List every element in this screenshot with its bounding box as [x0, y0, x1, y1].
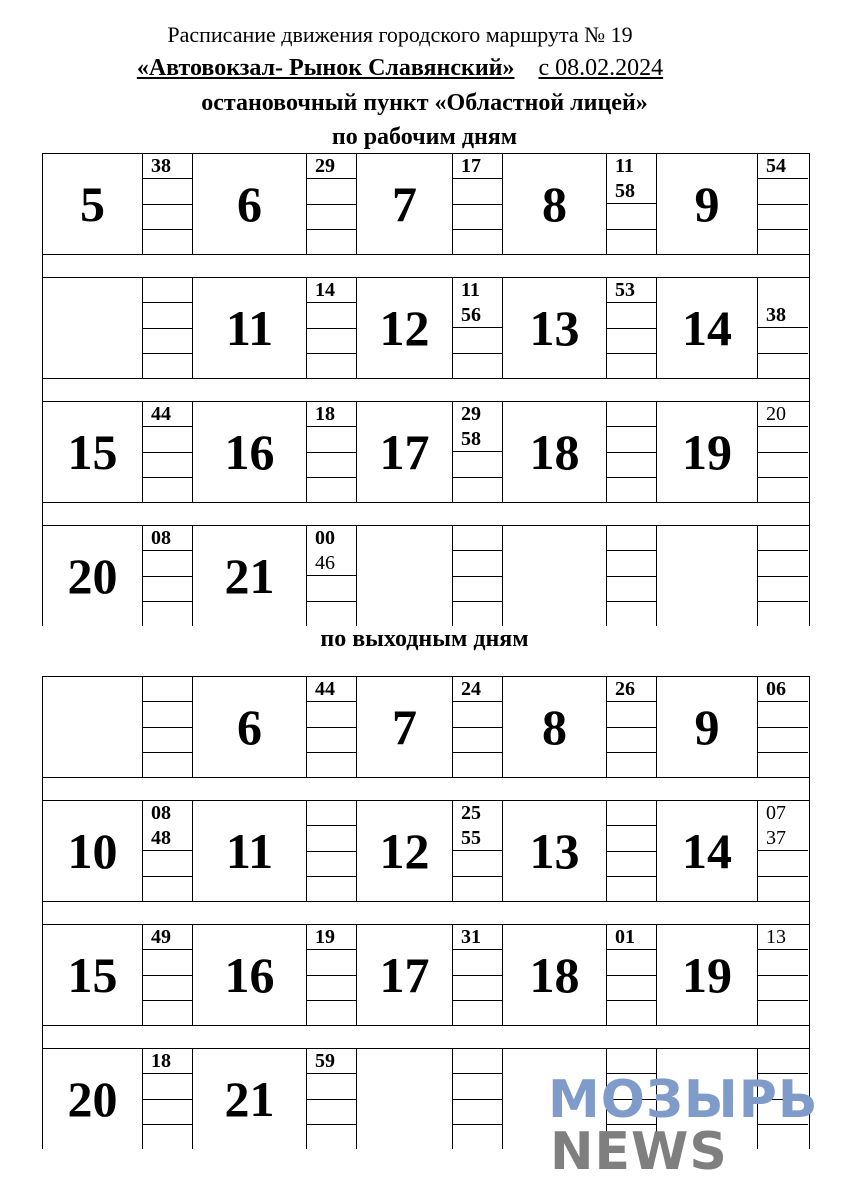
minute-slot [307, 602, 356, 627]
minutes-column [453, 278, 503, 378]
hour-cell: 15 [43, 925, 143, 1025]
stop-name: остановочный пункт «Областной лицей» [201, 90, 648, 116]
minute-slot: 18 [307, 402, 356, 427]
minute-slot [143, 753, 192, 777]
hour-cell: 9 [657, 154, 758, 254]
minute-slot [453, 1074, 502, 1099]
minute-slot [607, 427, 656, 452]
hour-cell: 10 [43, 801, 143, 901]
minute-slot: 38 [758, 303, 808, 329]
minutes-column [758, 278, 808, 378]
minute-slot [607, 826, 656, 851]
minutes-column [143, 925, 193, 1025]
minute-slot: 07 [766, 802, 786, 825]
minute-slot [758, 230, 808, 254]
hour-row [43, 801, 809, 901]
minute-slot [307, 453, 356, 478]
minute-slot [143, 205, 192, 230]
hour-cell [43, 677, 143, 777]
minutes-column [307, 278, 357, 378]
minute-slot [607, 354, 656, 378]
hour-row [43, 402, 809, 502]
minutes-column [143, 402, 193, 502]
minute-slot [453, 179, 502, 204]
hour-cell [357, 1049, 453, 1149]
minute-slot: 48 [143, 826, 192, 852]
hour-cell: 12 [357, 278, 453, 378]
minute-slot [758, 577, 808, 602]
minute-slot: 11 [461, 279, 480, 302]
hour-cell: 6 [193, 154, 307, 254]
minute-slot [758, 551, 808, 576]
hour-cell: 13 [503, 278, 607, 378]
minute-slot [143, 728, 192, 753]
minute-slot [307, 753, 356, 777]
minute-slot: 13 [758, 925, 808, 950]
hour-cell: 6 [193, 677, 307, 777]
minute-slot [758, 851, 808, 877]
minute-slot: 11 [615, 155, 634, 178]
minute-slot [607, 577, 656, 602]
minutes-column [758, 677, 808, 777]
minute-slot [607, 753, 656, 777]
minute-slot: 56 [453, 303, 502, 329]
minutes-column [607, 154, 657, 254]
minute-slot [307, 826, 356, 851]
minute-slot: 46 [307, 551, 356, 577]
minute-slot: 06 [758, 677, 808, 702]
minute-slot [607, 1001, 656, 1025]
watermark-logo-top: МОЗЫРЬ [548, 1070, 819, 1130]
minutes-column [453, 677, 503, 777]
hour-cell: 17 [357, 925, 453, 1025]
row-separator [43, 901, 809, 925]
minutes-column [307, 526, 357, 626]
minute-slot: 59 [307, 1049, 356, 1074]
minute-slot: 17 [453, 154, 502, 179]
hour-cell: 8 [503, 154, 607, 254]
minute-slot: 26 [607, 677, 656, 702]
minute-slot [307, 1001, 356, 1025]
minute-slot [758, 179, 808, 204]
row-separator [43, 502, 809, 526]
minutes-column [758, 526, 808, 626]
minute-slot [453, 851, 502, 877]
minute-slot: 08 [151, 802, 171, 825]
minute-slot [758, 702, 808, 727]
weekends-label: по выходным дням [320, 626, 529, 652]
hour-cell: 11 [193, 278, 307, 378]
minute-slot [307, 852, 356, 877]
minute-slot [607, 453, 656, 478]
minute-slot: 01 [607, 925, 656, 950]
minute-slot [607, 976, 656, 1001]
minute-slot [758, 453, 808, 478]
minutes-column [307, 1049, 357, 1149]
hour-cell: 14 [657, 278, 758, 378]
minute-slot [607, 526, 656, 551]
hour-cell: 9 [657, 677, 758, 777]
hour-cell: 20 [43, 526, 143, 626]
hour-cell: 18 [503, 402, 607, 502]
minute-slot [453, 753, 502, 777]
minute-slot [453, 526, 502, 551]
minute-slot [453, 877, 502, 902]
minute-slot [758, 728, 808, 753]
minutes-column [143, 154, 193, 254]
minutes-column [607, 278, 657, 378]
minute-slot [607, 950, 656, 975]
minute-slot [143, 577, 192, 602]
minute-slot [307, 576, 356, 602]
minutes-column [607, 526, 657, 626]
minute-slot [758, 328, 808, 354]
minute-slot: 25 [461, 802, 481, 825]
minute-slot [758, 976, 808, 1001]
minute-slot: 31 [453, 925, 502, 950]
minutes-column [607, 925, 657, 1025]
minutes-column [307, 402, 357, 502]
hour-cell: 7 [357, 677, 453, 777]
hour-cell: 20 [43, 1049, 143, 1149]
minutes-column [143, 801, 193, 901]
minute-slot [453, 328, 502, 354]
minute-slot [143, 1001, 192, 1025]
minute-slot [307, 702, 356, 727]
hour-cell: 21 [193, 526, 307, 626]
minute-slot: 44 [143, 402, 192, 427]
minute-slot [453, 602, 502, 626]
weekdays-timetable [42, 153, 810, 626]
minutes-column [758, 402, 808, 502]
minute-slot [453, 577, 502, 602]
minute-slot: 58 [453, 427, 502, 453]
minute-slot [307, 950, 356, 975]
minutes-column [607, 801, 657, 901]
minute-slot: 58 [607, 179, 656, 205]
minute-slot [307, 1125, 356, 1149]
minute-slot [307, 205, 356, 230]
minute-slot [143, 453, 192, 478]
hour-cell [657, 526, 758, 626]
route-line [0, 55, 800, 82]
minute-slot [307, 976, 356, 1001]
minute-slot: 19 [307, 925, 356, 950]
minute-slot [453, 976, 502, 1001]
minute-slot [758, 427, 808, 452]
minute-slot [758, 526, 808, 551]
minute-slot: 37 [758, 826, 808, 852]
minute-slot [307, 1100, 356, 1125]
minute-slot [758, 753, 808, 777]
minute-slot: 08 [143, 526, 192, 551]
minute-slot [143, 179, 192, 204]
minute-slot [307, 427, 356, 452]
minute-slot [143, 1100, 192, 1125]
minute-slot [307, 329, 356, 354]
minute-slot [758, 205, 808, 230]
hour-row [43, 677, 809, 777]
hour-cell: 18 [503, 925, 607, 1025]
minute-slot [758, 278, 808, 303]
hour-cell: 7 [357, 154, 453, 254]
minute-slot [307, 1074, 356, 1099]
hour-row [43, 154, 809, 254]
minute-slot [607, 303, 656, 328]
minute-slot [607, 728, 656, 753]
row-separator [43, 1025, 809, 1049]
hour-cell: 19 [657, 402, 758, 502]
minute-slot [143, 427, 192, 452]
minute-slot [758, 354, 808, 379]
minute-slot [143, 877, 192, 902]
minute-slot: 44 [307, 677, 356, 702]
hour-cell [357, 526, 453, 626]
minute-slot [143, 702, 192, 727]
minute-slot: 38 [143, 154, 192, 179]
hour-cell [43, 278, 143, 378]
minute-slot [143, 1125, 192, 1149]
minute-slot [607, 877, 656, 901]
minute-slot [453, 1100, 502, 1125]
row-separator [43, 777, 809, 801]
minute-slot [453, 205, 502, 230]
minute-slot [607, 329, 656, 354]
minute-slot [307, 877, 356, 901]
minute-slot [453, 230, 502, 254]
minute-slot [758, 950, 808, 975]
minute-slot [143, 551, 192, 576]
minute-slot [453, 728, 502, 753]
minute-slot [143, 1074, 192, 1099]
minute-slot [143, 303, 192, 328]
hour-cell: 14 [657, 801, 758, 901]
minute-slot [758, 602, 808, 626]
minute-slot [143, 950, 192, 975]
minute-slot [453, 551, 502, 576]
minute-slot: 00 [315, 527, 335, 550]
minute-slot: 24 [453, 677, 502, 702]
minute-slot [143, 478, 192, 502]
hour-cell: 15 [43, 402, 143, 502]
minute-slot [607, 478, 656, 502]
row-separator [43, 378, 809, 402]
minutes-column [453, 154, 503, 254]
weekdays-label: по рабочим дням [331, 124, 518, 150]
minute-slot [307, 230, 356, 254]
minutes-column [453, 1049, 503, 1149]
minutes-column [307, 925, 357, 1025]
hour-cell: 5 [43, 154, 143, 254]
minute-slot [143, 354, 192, 378]
minute-slot [143, 851, 192, 877]
minute-slot [453, 1001, 502, 1025]
watermark-logo-bottom: NEWS [550, 1122, 728, 1182]
minute-slot [307, 801, 356, 826]
minute-slot [143, 278, 192, 303]
route-name: «Автовокзал- Рынок Славянский» [136, 55, 515, 81]
hour-row [43, 278, 809, 378]
minute-slot [607, 852, 656, 877]
schedule-title: Расписание движения городского маршрута № 19 [167, 22, 633, 47]
minute-slot [607, 402, 656, 427]
minute-slot: 49 [143, 925, 192, 950]
minutes-column [607, 402, 657, 502]
minutes-column [453, 402, 503, 502]
minutes-column [758, 925, 808, 1025]
minutes-column [143, 677, 193, 777]
minutes-column [758, 801, 808, 901]
minute-slot [607, 702, 656, 727]
minute-slot [758, 1001, 808, 1025]
hour-cell: 16 [193, 925, 307, 1025]
minute-slot [453, 1125, 502, 1149]
minute-slot: 14 [307, 278, 356, 303]
minute-slot [453, 702, 502, 727]
minute-slot [607, 204, 656, 230]
minute-slot [607, 551, 656, 576]
hour-cell [503, 526, 607, 626]
minute-slot [143, 602, 192, 626]
hour-cell: 13 [503, 801, 607, 901]
minute-slot: 18 [143, 1049, 192, 1074]
hour-cell: 12 [357, 801, 453, 901]
minutes-column [307, 677, 357, 777]
minute-slot [307, 478, 356, 502]
minutes-column [307, 154, 357, 254]
minute-slot: 29 [307, 154, 356, 179]
minute-slot [453, 478, 502, 503]
minutes-column [758, 154, 808, 254]
minute-slot [607, 801, 656, 826]
minute-slot [307, 179, 356, 204]
minute-slot: 54 [758, 154, 808, 179]
minute-slot [453, 1049, 502, 1074]
hour-cell: 8 [503, 677, 607, 777]
minute-slot [453, 950, 502, 975]
hour-cell: 17 [357, 402, 453, 502]
minutes-column [453, 925, 503, 1025]
minute-slot: 20 [758, 402, 808, 427]
minute-slot [453, 354, 502, 379]
minute-slot [307, 303, 356, 328]
row-separator [43, 254, 809, 278]
minutes-column [453, 801, 503, 901]
hour-row [43, 526, 809, 626]
hour-cell: 19 [657, 925, 758, 1025]
effective-date: с 08.02.2024 [538, 55, 664, 81]
minutes-column [143, 526, 193, 626]
minutes-column [143, 278, 193, 378]
hour-cell: 11 [193, 801, 307, 901]
minute-slot [143, 677, 192, 702]
minute-slot [143, 329, 192, 354]
minute-slot [758, 478, 808, 502]
hour-cell: 16 [193, 402, 307, 502]
minute-slot [143, 976, 192, 1001]
minute-slot [307, 354, 356, 378]
hour-cell: 21 [193, 1049, 307, 1149]
minute-slot [453, 452, 502, 478]
hour-row [43, 925, 809, 1025]
minute-slot [607, 230, 656, 255]
minute-slot [307, 728, 356, 753]
minutes-column [453, 526, 503, 626]
minute-slot [758, 877, 808, 902]
minutes-column [143, 1049, 193, 1149]
minutes-column [607, 677, 657, 777]
minute-slot: 53 [607, 278, 656, 303]
minute-slot: 29 [461, 403, 481, 426]
minutes-column [307, 801, 357, 901]
minute-slot [143, 230, 192, 254]
minute-slot: 55 [453, 826, 502, 852]
minute-slot [607, 602, 656, 626]
